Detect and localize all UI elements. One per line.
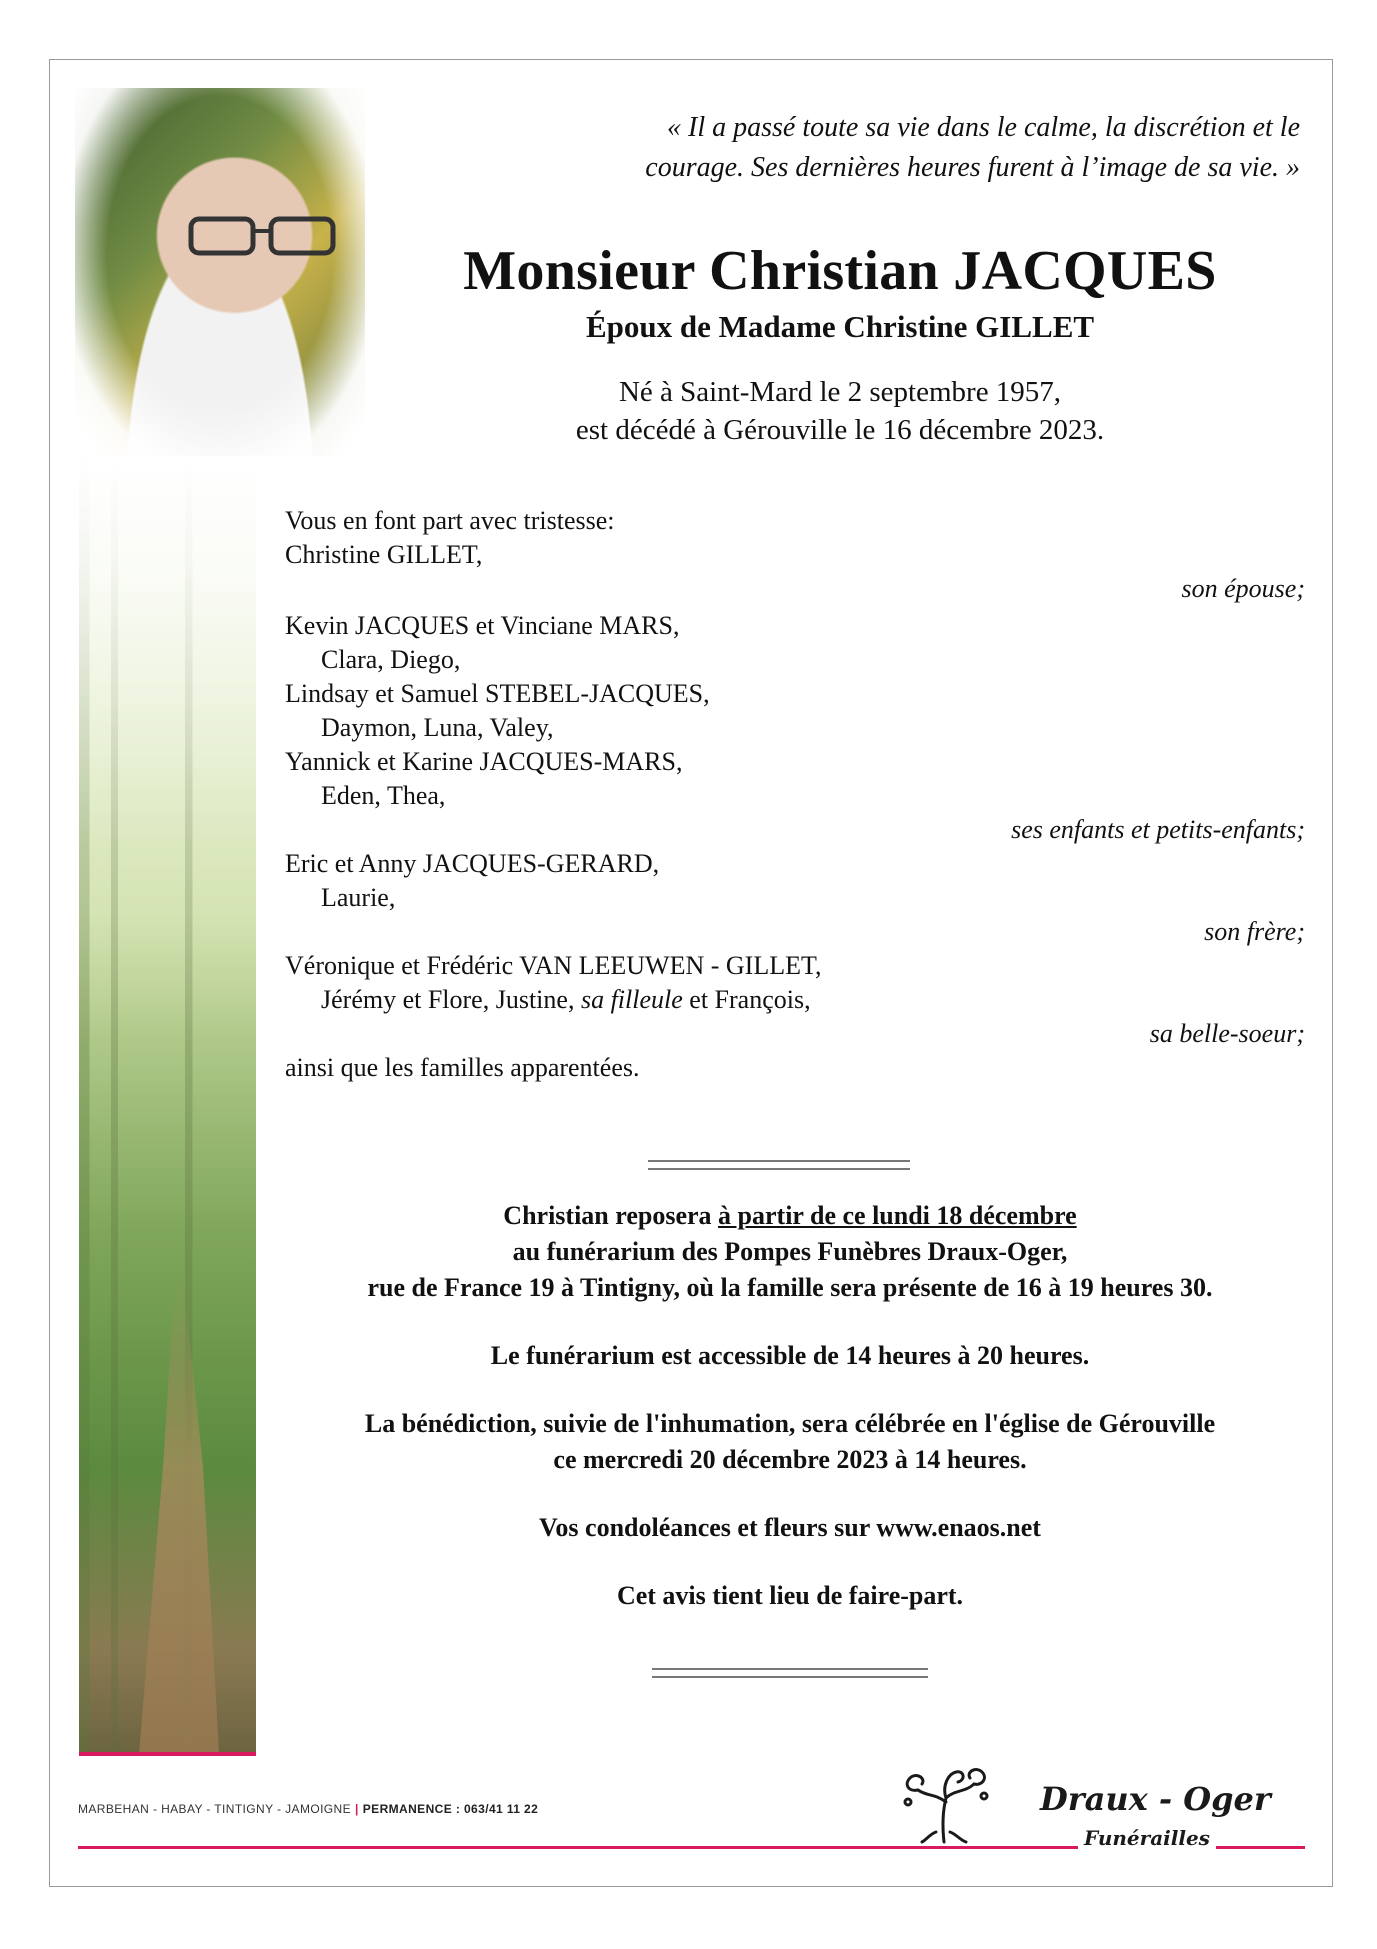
forest-path-image — [79, 456, 256, 1754]
logo-subtitle: Funérailles — [1078, 1826, 1216, 1850]
funeral-home-address: rue de France 19 à Tintigny, où la famille sera présente de 16 à 19 heures 30. — [367, 1273, 1213, 1302]
ceremony-paragraph — [280, 1406, 1300, 1478]
locations-text: MARBEHAN - HABAY - TINTIGNY - JAMOIGNE — [78, 1802, 352, 1816]
family-role: son épouse; — [1181, 574, 1305, 603]
birth-line: Né à Saint-Mard le 2 septembre 1957, — [618, 376, 1062, 408]
footer-locations — [78, 1802, 538, 1816]
family-member-names: et François, — [689, 985, 811, 1014]
quote-line-1: « Il a passé toute sa vie dans le calme, la discrétion et le — [667, 112, 1300, 143]
notice-line: Cet avis tient lieu de faire-part. — [616, 1581, 964, 1610]
visitation-paragraph — [280, 1198, 1300, 1306]
tree-logo-icon — [896, 1762, 996, 1844]
family-role: sa belle-soeur; — [1149, 1019, 1305, 1048]
birth-death-info — [380, 373, 1300, 449]
permanence-phone: PERMANENCE : 063/41 11 22 — [362, 1802, 539, 1816]
deceased-name: Monsieur Christian JACQUES — [463, 240, 1217, 302]
family-member: Véronique et Frédéric VAN LEEUWEN - GILLET, — [285, 951, 822, 980]
opening-hours: Le funérarium est accessible de 14 heures à 20 heures. — [490, 1341, 1090, 1370]
divider-bottom — [652, 1668, 928, 1678]
family-member: Laurie, — [321, 883, 396, 912]
death-line: est décédé à Gérouville le 16 décembre 2023. — [575, 414, 1105, 446]
quote-line-2: courage. Ses dernières heures furent à l’image de sa vie. » — [645, 152, 1300, 183]
ceremony-location: La bénédiction, suivie de l'inhumation, sera célébrée en l'église de Gérouville — [364, 1409, 1216, 1438]
family-member: Christine GILLET, — [285, 540, 483, 569]
family-role: son frère; — [1204, 917, 1305, 946]
family-member: Yannick et Karine JACQUES-MARS, — [285, 747, 683, 776]
family-member: Eric et Anny JACQUES-GERARD, — [285, 849, 660, 878]
epitaph-quote — [440, 108, 1300, 188]
ceremony-date: ce mercredi 20 décembre 2023 à 14 heures. — [553, 1445, 1027, 1474]
funeral-home: au funérarium des Pompes Funèbres Draux-Oger, — [512, 1237, 1068, 1266]
footer-separator: | — [355, 1802, 359, 1816]
family-intro: Vous en font part avec tristesse: — [285, 506, 615, 535]
forest-path — [139, 1276, 219, 1754]
logo-name: Draux - Oger — [1040, 1780, 1271, 1818]
family-member: Eden, Thea, — [321, 781, 446, 810]
family-member-names: Jérémy et Flore, Justine, — [321, 985, 575, 1014]
family-member — [285, 983, 1305, 1017]
family-member: Clara, Diego, — [321, 645, 461, 674]
visitation-date: à partir de ce lundi 18 décembre — [718, 1201, 1077, 1230]
family-member: Lindsay et Samuel STEBEL-JACQUES, — [285, 679, 710, 708]
condolences-line: Vos condoléances et fleurs sur www.enaos.net — [539, 1513, 1041, 1542]
goddaughter-note: sa filleule — [580, 985, 683, 1014]
portrait-photo — [75, 88, 365, 456]
accent-bar — [79, 1752, 256, 1756]
family-role: ses enfants et petits-enfants; — [1011, 815, 1305, 844]
glasses-graphic — [187, 213, 337, 259]
spouse-line: Époux de Madame Christine GILLET — [585, 309, 1095, 344]
family-member: Kevin JACQUES et Vinciane MARS, — [285, 611, 680, 640]
family-outro: ainsi que les familles apparentées. — [285, 1053, 640, 1082]
family-list — [285, 504, 1305, 1085]
funeral-info — [280, 1198, 1300, 1646]
family-member: Daymon, Luna, Valey, — [321, 713, 554, 742]
divider-top — [648, 1160, 910, 1170]
visitation-text: Christian reposera — [503, 1201, 712, 1230]
